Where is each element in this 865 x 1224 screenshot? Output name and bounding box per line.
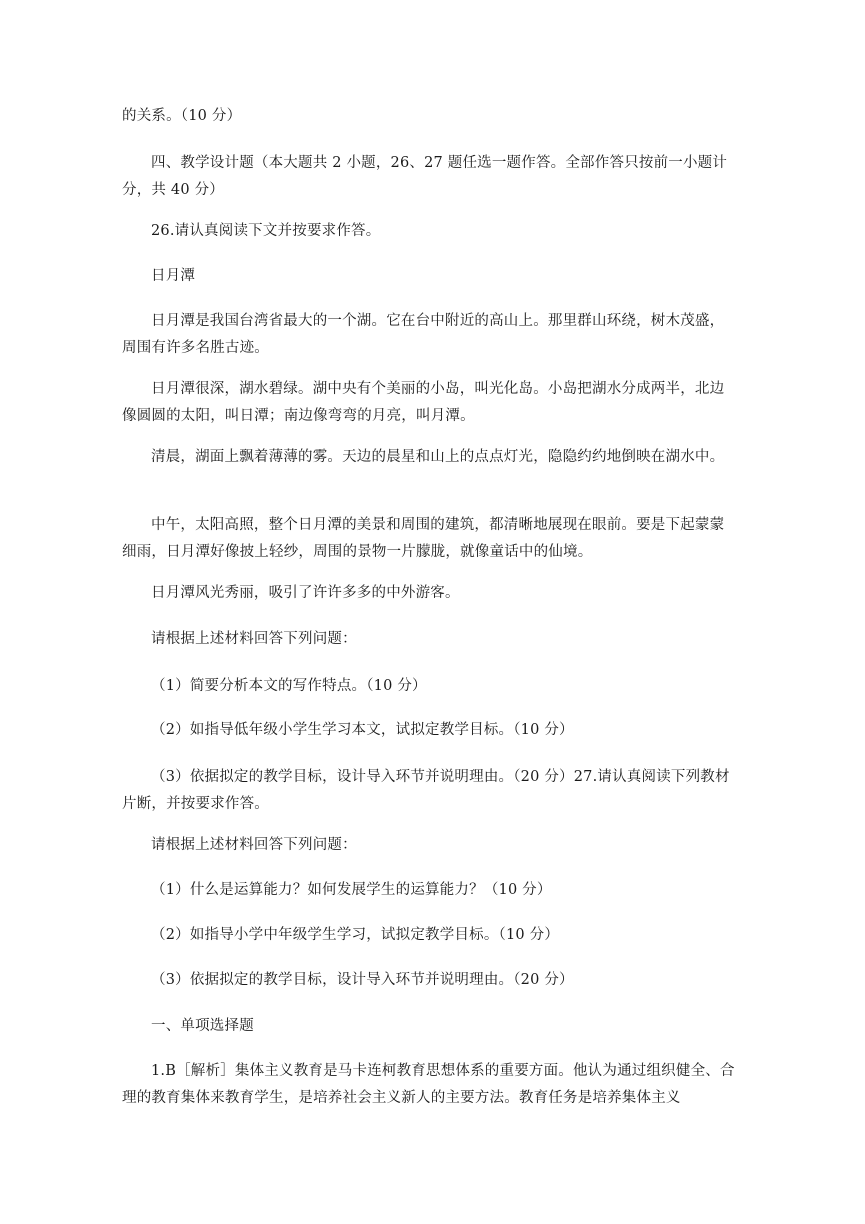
question-26-part-2: （2）如指导低年级小学生学习本文，试拟定教学目标。（10 分） bbox=[151, 722, 574, 738]
question-26-part-3: （3）依据拟定的教学目标，设计导入环节并说明理由。（20 分）27.请认真阅读下列教材片断，并按要求作答。 bbox=[122, 769, 730, 812]
question-27-part-3: （3）依据拟定的教学目标，设计导入环节并说明理由。（20 分） bbox=[151, 972, 574, 988]
question-26-part-1: （1）简要分析本文的写作特点。（10 分） bbox=[151, 678, 427, 694]
passage-paragraph-5: 日月潭风光秀丽，吸引了许许多多的中外游客。 bbox=[151, 585, 460, 601]
section-heading-teaching-design: 四、教学设计题（本大题共 2 小题，26、27 题任选一题作答。全部作答只按前一小题计分，共 40 分） bbox=[122, 155, 728, 198]
passage-paragraph-2: 日月潭很深，湖水碧绿。湖中央有个美丽的小岛，叫光化岛。小岛把湖水分成两半，北边像圆圆的太阳，叫日潭；南边像弯弯的月亮，叫月潭。 bbox=[122, 381, 725, 424]
passage-paragraph-4: 中午，太阳高照，整个日月潭的美景和周围的建筑，都清晰地展现在眼前。要是下起蒙蒙细雨，日月潭好像披上轻纱，周围的景物一片朦胧，就像童话中的仙境。 bbox=[122, 517, 725, 560]
answer-section-heading: 一、单项选择题 bbox=[151, 1018, 254, 1034]
passage-title: 日月潭 bbox=[151, 268, 196, 284]
passage-paragraph-1: 日月潭是我国台湾省最大的一个湖。它在台中附近的高山上。那里群山环绕，树木茂盛，周围有许多名胜古迹。 bbox=[122, 313, 725, 356]
paragraph-continuation: 的关系。（10 分） bbox=[122, 108, 242, 124]
question-instruction: 请根据上述材料回答下列问题： bbox=[151, 631, 357, 647]
passage-paragraph-3: 清晨，湖面上飘着薄薄的雾。天边的晨星和山上的点点灯光，隐隐约约地倒映在湖水中。 bbox=[151, 449, 725, 465]
answer-1-explanation: 1.B［解析］集体主义教育是马卡连柯教育思想体系的重要方面。他认为通过组织健全、合理的教育集体来教育学生，是培养社会主义新人的主要方法。教育任务是培养集体主义 bbox=[122, 1063, 735, 1106]
question-27-part-2: （2）如指导小学中年级学生学习，试拟定教学目标。（10 分） bbox=[151, 927, 560, 943]
question-26-prompt: 26.请认真阅读下文并按要求作答。 bbox=[151, 223, 381, 239]
question-instruction: 请根据上述材料回答下列问题： bbox=[151, 837, 357, 853]
question-27-part-1: （1）什么是运算能力？如何发展学生的运算能力？（10 分） bbox=[151, 882, 552, 898]
